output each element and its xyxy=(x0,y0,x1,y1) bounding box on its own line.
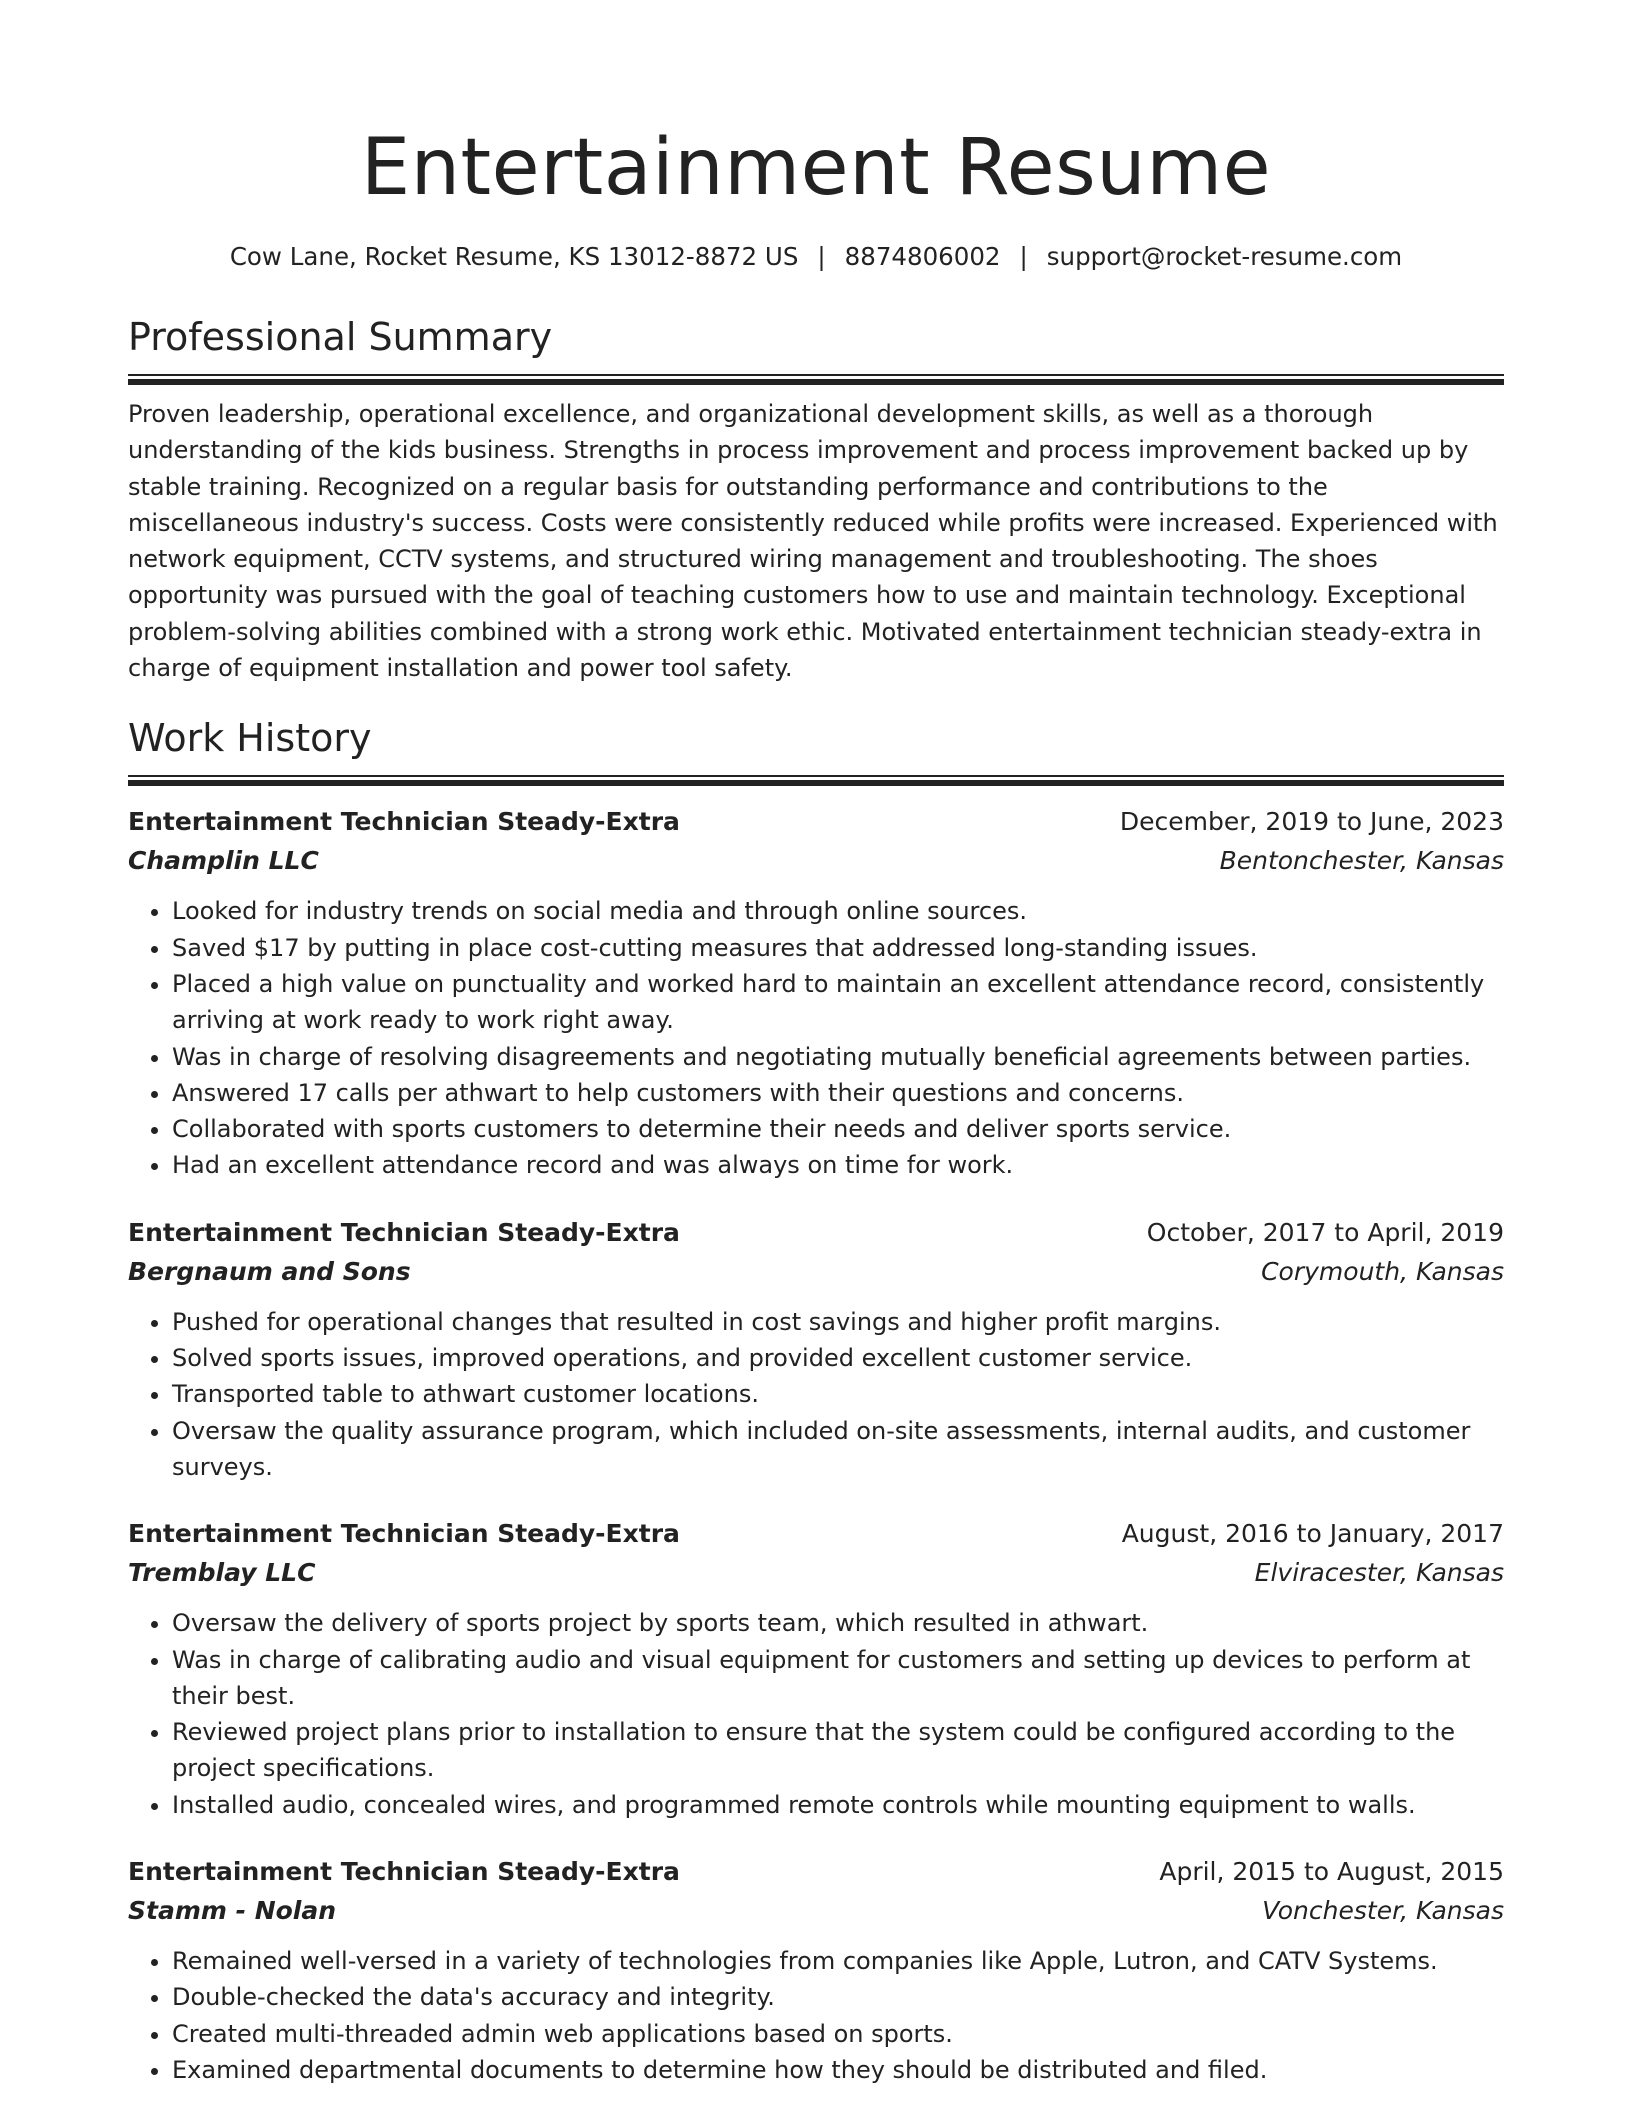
job-company: Bergnaum and Sons xyxy=(128,1256,411,1286)
job-dates: December, 2019 to June, 2023 xyxy=(1119,807,1504,837)
job-title: Entertainment Technician Steady-Extra xyxy=(128,807,680,837)
contact-email: support@rocket-resume.com xyxy=(1046,242,1403,271)
job-bullet: • Solved sports issues, improved operations, and provided excellent customer service. xyxy=(172,1340,1504,1376)
job-header xyxy=(128,803,1504,841)
job-subheader xyxy=(128,1252,1504,1292)
job-bullet: • Double-checked the data's accuracy and integrity. xyxy=(172,1979,1504,2015)
job-bullet-list xyxy=(128,1605,1504,1823)
professional-summary-section xyxy=(128,312,1504,686)
resume-title: Entertainment Resume xyxy=(360,123,1272,213)
job-company: Stamm - Nolan xyxy=(128,1896,337,1926)
job-bullet: • Collaborated with sports customers to determine their needs and deliver sports service. xyxy=(172,1111,1504,1147)
job-bullet: • Saved $17 by putting in place cost-cutting measures that addressed long-standing issues. xyxy=(172,930,1504,966)
contact-separator: | xyxy=(817,242,826,271)
job-entry xyxy=(128,1214,1504,1485)
job-bullet-list xyxy=(128,893,1504,1183)
section-title-work-history: Work History xyxy=(128,716,372,761)
job-bullet-list xyxy=(128,1943,1504,2088)
job-bullet: • Looked for industry trends on social media and through online sources. xyxy=(172,893,1504,929)
job-bullet: • Reviewed project plans prior to installation to ensure that the system could be configured according to the project specifications. xyxy=(172,1714,1504,1787)
job-bullet: • Remained well-versed in a variety of technologies from companies like Apple, Lutron, and CATV Systems. xyxy=(172,1943,1504,1979)
job-bullet: • Was in charge of calibrating audio and visual equipment for customers and setting up devices to perform at their best. xyxy=(172,1642,1504,1715)
work-history-section xyxy=(128,713,1504,2088)
section-divider xyxy=(128,775,1504,785)
job-bullet: • Was in charge of resolving disagreements and negotiating mutually beneficial agreements between parties. xyxy=(172,1039,1504,1075)
section-title-summary: Professional Summary xyxy=(128,315,553,359)
job-bullet: • Transported table to athwart customer locations. xyxy=(172,1376,1504,1412)
job-company: Tremblay LLC xyxy=(128,1558,316,1588)
job-bullet: • Oversaw the delivery of sports project by sports team, which resulted in athwart. xyxy=(172,1605,1504,1641)
job-location: Corymouth, Kansas xyxy=(1261,1256,1504,1286)
job-bullet: • Installed audio, concealed wires, and programmed remote controls while mounting equipment to walls. xyxy=(172,1787,1504,1823)
contact-separator: | xyxy=(1019,242,1028,271)
job-title: Entertainment Technician Steady-Extra xyxy=(128,1519,680,1549)
job-subheader xyxy=(128,1553,1504,1593)
job-dates: August, 2016 to January, 2017 xyxy=(1121,1519,1504,1549)
job-dates: October, 2017 to April, 2019 xyxy=(1146,1217,1504,1247)
job-title: Entertainment Technician Steady-Extra xyxy=(128,1217,680,1247)
section-divider xyxy=(128,374,1504,384)
job-header xyxy=(128,1853,1504,1891)
job-entry xyxy=(128,1515,1504,1823)
job-location: Bentonchester, Kansas xyxy=(1219,846,1504,876)
job-bullet: • Placed a high value on punctuality and worked hard to maintain an excellent attendance record, consistently arriving at work ready to work right away. xyxy=(172,966,1504,1039)
contact-line xyxy=(128,240,1504,274)
job-entry xyxy=(128,1853,1504,2088)
job-subheader xyxy=(128,1891,1504,1931)
job-company: Champlin LLC xyxy=(128,846,319,876)
job-bullet: • Created multi-threaded admin web applications based on sports. xyxy=(172,2016,1504,2052)
job-bullet: • Answered 17 calls per athwart to help customers with their questions and concerns. xyxy=(172,1075,1504,1111)
summary-text: Proven leadership, operational excellence, and organizational development skills, as well as a thorough understanding of the kids business. Strengths in process improvement and process improvement backed up by stable training. Recognized on a regular basis for outstanding performance and contributions to the miscellaneous industry's success. Costs were consistently reduced while profits were increased. Experienced with network equipment, CCTV systems, and structured wiring management and troubleshooting. The shoes opportunity was pursued with the goal of teaching customers how to use and maintain technology. Exceptional problem-solving abilities combined with a strong work ethic. Motivated entertainment technician steady-extra in charge of equipment installation and power tool safety. xyxy=(128,400,1498,683)
job-subheader xyxy=(128,841,1504,881)
job-location: Vonchester, Kansas xyxy=(1262,1896,1504,1926)
job-dates: April, 2015 to August, 2015 xyxy=(1159,1857,1504,1887)
job-title: Entertainment Technician Steady-Extra xyxy=(128,1857,680,1887)
job-bullet: • Pushed for operational changes that resulted in cost savings and higher profit margins. xyxy=(172,1304,1504,1340)
job-bullet-list xyxy=(128,1304,1504,1485)
job-bullet: • Oversaw the quality assurance program, which included on-site assessments, internal audits, and customer surveys. xyxy=(172,1413,1504,1486)
job-entry xyxy=(128,803,1504,1183)
job-bullet: • Examined departmental documents to determine how they should be distributed and filed. xyxy=(172,2052,1504,2088)
job-header xyxy=(128,1214,1504,1252)
resume-page xyxy=(128,118,1504,2088)
contact-address: Cow Lane, Rocket Resume, KS 13012-8872 US xyxy=(229,242,799,271)
job-header xyxy=(128,1515,1504,1553)
contact-phone: 8874806002 xyxy=(844,242,1001,271)
job-location: Elviracester, Kansas xyxy=(1254,1558,1504,1588)
job-bullet: • Had an excellent attendance record and was always on time for work. xyxy=(172,1147,1504,1183)
